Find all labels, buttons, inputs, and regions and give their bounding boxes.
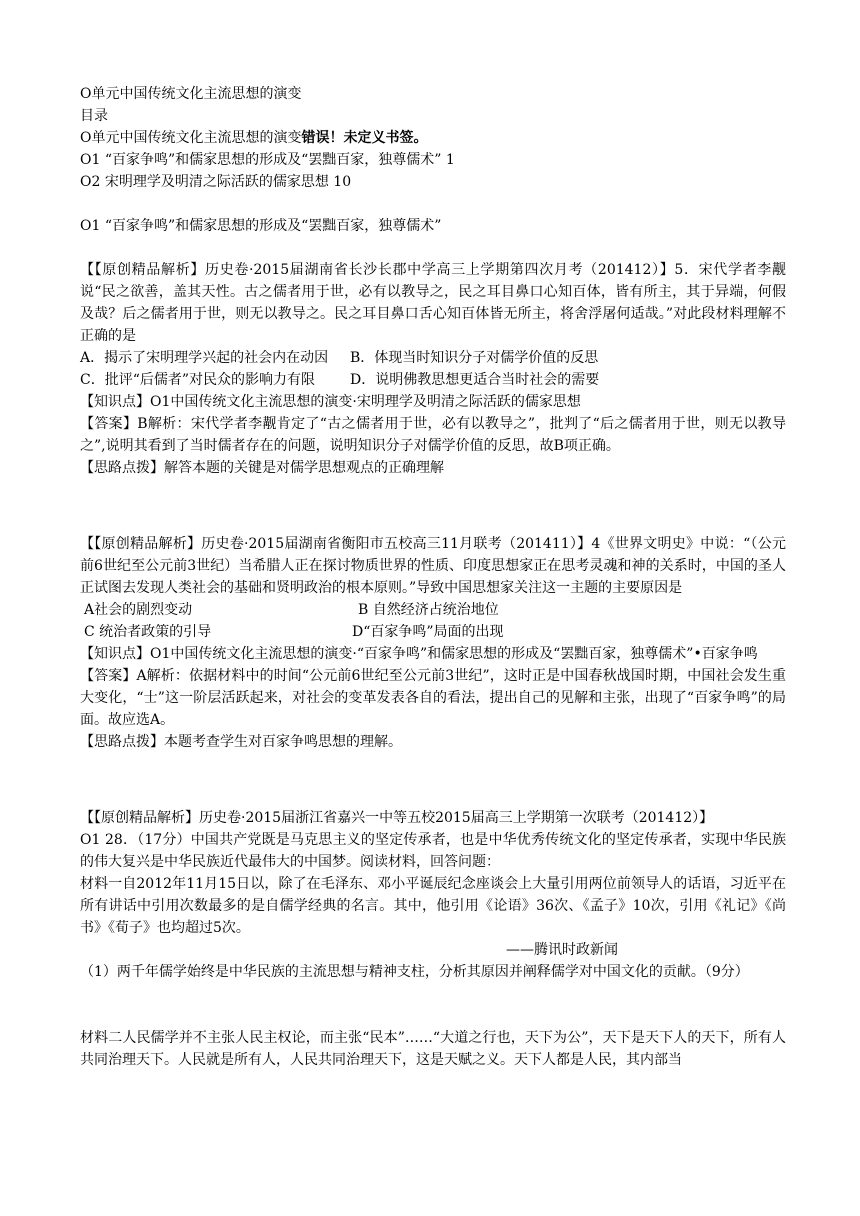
toc-item-unit[interactable] (80, 127, 786, 149)
question-1-option-a: A．揭示了宋明理学兴起的社会内在动因 (80, 350, 329, 366)
document-title: O单元中国传统文化主流思想的演变 (80, 86, 302, 102)
question-1-options-row-1 (80, 347, 786, 369)
question-1-option-d: D．说明佛教思想更适合当时社会的需要 (350, 372, 600, 388)
question-2-stem: 【【原创精品解析】历史卷·2015届湖南省衡阳市五校高三11月联考（201411）】4《世界文明史》中说：“（公元前6世纪至公元前3世纪）当希腊人正在探讨物质世界的性质、印度思想家正在思考灵魂和神的关系时，中国的圣人正试图去发现人类社会的基础和贤明政治的根本原则。”导致中国思想家关注这一主题的主要原因是 (80, 536, 786, 596)
toc-bookmark-error: 错误！未定义书签。 (301, 130, 428, 146)
toc-item-o1[interactable]: O1 “百家争鸣”和儒家思想的形成及“罢黜百家，独尊儒术” 1 (80, 152, 455, 168)
question-3-subquestion-1: （1）两千年儒学始终是中华民族的主流思想与精神支柱，分析其原因并阐释儒学对中国文化的贡献。（9分） (80, 964, 749, 980)
question-1-option-b: B．体现当时知识分子对儒学价值的反思 (350, 350, 599, 366)
question-2-knowledge-point: 【知识点】O1中国传统文化主流思想的演变·“百家争鸣”和儒家思想的形成及“罢黜百家，独尊儒术”•百家争鸣 (80, 646, 758, 662)
question-2-option-a: A社会的剧烈变动 (84, 602, 193, 618)
question-1-knowledge-point: 【知识点】O1中国传统文化主流思想的演变·宋明理学及明清之际活跃的儒家思想 (80, 394, 581, 410)
toc-label: 目录 (80, 108, 108, 124)
question-1-options-row-2 (80, 369, 786, 391)
section-heading: O1 “百家争鸣”和儒家思想的形成及“罢黜百家，独尊儒术” (80, 218, 442, 234)
toc-item-o2[interactable]: O2 宋明理学及明清之际活跃的儒家思想 10 (80, 174, 352, 190)
toc-item-unit-text: O单元中国传统文化主流思想的演变 (80, 130, 302, 146)
question-2-option-b: B 自然经济占统治地位 (358, 602, 499, 618)
question-1-stem: 【【原创精品解析】历史卷·2015届湖南省长沙长郡中学高三上学期第四次月考（201412）】5．宋代学者李觏说“民之欲善，盖其天性。古之儒者用于世，必有以教导之，民之耳目鼻口心知百体，皆有所主，其于异端，何假及哉？后之儒者用于世，则无以教导之。民之耳目鼻口舌心知百体皆无所主，将舍浮屠何适哉。”对此段材料理解不正确的是 (80, 262, 786, 344)
question-3-source: 【【原创精品解析】历史卷·2015届浙江省嘉兴一中等五校2015届高三上学期第一次联考（201412）】 (80, 810, 714, 826)
question-2-option-c: C 统治者政策的引导 (84, 624, 212, 640)
question-1-source: 【【原创精品解析】历史卷·2015届湖南省长沙长郡中学高三上学期第四次月考（201412）】 (80, 262, 675, 278)
question-1-option-c: C．批评“后儒者”对民众的影响力有限 (80, 372, 316, 388)
document-body (80, 83, 786, 1071)
question-2-answer: 【答案】A解析：依据材料中的时间“公元前6世纪至公元前3世纪”，这时正是中国春秋战国时期，中国社会发生重大变化，“士”这一阶层活跃起来，对社会的变革发表各自的看法，提出自己的见解和主张，出现了“百家争鸣”的局面。故应选A。 (80, 668, 786, 728)
question-3-material-1: 材料一自2012年11月15日以，除了在毛泽东、邓小平诞辰纪念座谈会上大量引用两位前领导人的话语，习近平在所有讲话中引用次数最多的是自儒学经典的名言。其中，他引用《论语》36次、《孟子》10次，引用《礼记》《尚书》《荀子》也均超过5次。 (80, 876, 786, 936)
question-3-stem: O1 28．（17分）中国共产党既是马克思主义的坚定传承者，也是中华优秀传统文化的坚定传承者，实现中华民族的伟大复兴是中华民族近代最伟大的中国梦。阅读材料，回答问题： (80, 832, 786, 870)
question-2-tip: 【思路点拨】本题考查学生对百家争鸣思想的理解。 (80, 734, 402, 750)
question-2-options-row-2 (80, 621, 786, 643)
question-2-option-d: D“百家争鸣”局面的出现 (352, 624, 504, 640)
question-2-options-row-1 (80, 599, 786, 621)
question-3-material-1-source: ——腾讯时政新闻 (506, 942, 618, 958)
question-1-answer: 【答案】B解析：宋代学者李觏肯定了“古之儒者用于世，必有以教导之”，批判了“后之儒者用于世，则无以教导之”,说明其看到了当时儒者存在的问题，说明知识分子对儒学价值的反思，故B项正确。 (80, 416, 786, 454)
question-3-material-2: 材料二人民儒学并不主张人民主权论，而主张“民本”……“大道之行也，天下为公”，天下是天下人的天下，所有人共同治理天下。人民就是所有人，人民共同治理天下，这是天赋之义。天下人都是人民，其内部当 (80, 1030, 786, 1068)
question-1-tip: 【思路点拨】解答本题的关键是对儒学思想观点的正确理解 (80, 460, 444, 476)
question-2-source: 【【原创精品解析】历史卷·2015届湖南省衡阳市五校高三11月联考（201411）】 (80, 536, 592, 552)
